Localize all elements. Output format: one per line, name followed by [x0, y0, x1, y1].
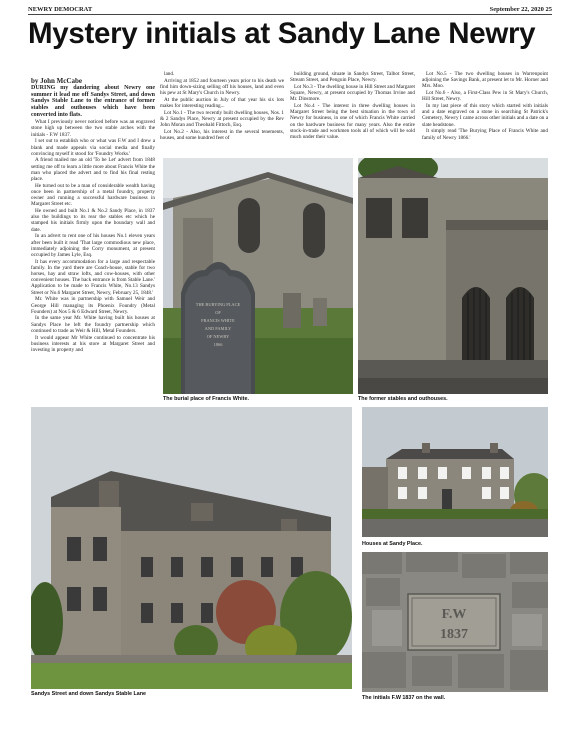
col1-paragraph: In the same year Mr. White having built his houses at Sandys Place he left the foundry partnership which continued to trade as Weir & Hill, Metal Founders.	[31, 315, 155, 334]
col3-paragraph: Lot No.4 - The interest in three dwelling houses in Margaret Street being the best situation in the town of Newry for business, in one of which Francis White carried on the hardware business for many years. Also the entire stock-in-trade and workmen tools all of which will be sold much under their value.	[290, 103, 415, 141]
col1-paragraph: He owned and built No.1 & No.2 Sandy Place, in 1837 also the buildings to its rear the stables etc which he stamped his initials firmly upon the boundary wall and date.	[31, 208, 155, 233]
svg-text:1837: 1837	[440, 627, 468, 642]
svg-text:AND FAMILY: AND FAMILY	[204, 326, 232, 331]
caption-houses: Houses at Sandy Place.	[362, 541, 423, 547]
photo-houses-sandy-place	[362, 407, 548, 537]
photo-initials-stone	[362, 552, 548, 692]
col1-paragraph: What I previously never noticed before was an engraved stone high up between the two stable arches with the initials - F.W 1837.	[31, 119, 155, 138]
svg-text:1866: 1866	[213, 342, 223, 347]
caption-street: Sandys Street and down Sandys Stable Lane	[31, 691, 147, 697]
col4-paragraph: In my last piece of this story which started with initials and a date engraved on a stone in searching St Patrick's Cemetery, Newry I came across other initials and a date on a slate headstone.	[422, 103, 548, 128]
col2-paragraph: Arriving at 1852 and fourteen years prior to his death we find him down-sizing selling off his houses, land and even his pew at St Mary's Church in Newry.	[160, 77, 284, 97]
col4-paragraph: It simply read 'The Burying Place of Francis White and family of Newry 1866.'	[422, 128, 548, 141]
lead-paragraph: DURING my dandering about Newry one summer it lead me off Sandys Street, and down Sandys Stable Lane to the entrance of former stables and outhouses which have been converted into flats.	[31, 84, 155, 118]
col1-paragraph: Mr. White was in partnership with Samuel Weir and George Hill managing its Phoenix Foundry (Metal Founders) at Nos 5 & 6 Edward Street, Newry.	[31, 296, 155, 315]
article-column-3	[290, 71, 415, 158]
svg-text:THE BURYING PLACE: THE BURYING PLACE	[195, 302, 241, 307]
photo-sandys-street	[31, 407, 352, 689]
headline: Mystery initials at Sandy Lane Newry	[28, 17, 536, 50]
byline: by John McCabe	[31, 77, 82, 85]
masthead	[28, 4, 552, 15]
col4-paragraph: Lot No.5 - The two dwelling houses in Warrenpoint adjoining the Savings Bank, at present let to Mr. Horner and Mrs. Moo.	[422, 71, 548, 90]
caption-burial: The burial place of Francis White.	[163, 396, 249, 402]
col1-paragraph: It would appear Mr White continued to concentrate his business interests at his store at Margaret Street and investing in property and	[31, 334, 155, 353]
svg-text:F.W: F.W	[441, 607, 467, 622]
col1-paragraph: A friend mailed me an old 'To be Let' advert from 1848 setting me off to learn a little more about Francis White the man who placed the advert and to find his final resting place.	[31, 157, 155, 183]
photo-burial-place	[163, 158, 353, 394]
caption-initials: The initials F.W 1837 on the wall.	[362, 695, 446, 701]
col2-paragraph: land.	[164, 71, 175, 77]
col1-paragraph: He turned out to be a man of considerable wealth having once been in partnership of a metal foundry, property owner and running a successful hardware business in Margaret Street etc.	[31, 182, 155, 208]
svg-text:OF NEWRY: OF NEWRY	[206, 334, 230, 339]
caption-stables: The former stables and outhouses.	[358, 396, 448, 402]
col2-paragraph: Lot No.1 - The two recently built dwelling houses, Nos. 1 & 2 Sandys Place, Newry at present occupied by the Rev John Moran and Theobald Fittoch, Esq.	[160, 109, 284, 129]
col2-paragraph: Lot No.2 - Also, his interest in the several tenements, houses, and some hundred feet of	[160, 128, 284, 142]
photo-former-stables	[358, 158, 548, 394]
svg-text:FRANCIS WHITE: FRANCIS WHITE	[201, 318, 235, 323]
col3-paragraph: Lot No.3 - The dwelling house in Hill Street and Margaret Square, Newry, at present occupied by Thomas Irvine and Mr. Dinsmore.	[290, 83, 415, 103]
svg-text:OF: OF	[215, 310, 221, 315]
col1-paragraph: It has every accommodation for a large and respectable family. In the yard there are Coach-house, stable for two horses, hay and straw lofts, and cow-houses, with other convenient houses. The back entrance is from Stable Lane.' Application to be made to Francis White, No.13 Sandys Street or No.6 Margaret Street, Newry, February 25, 1848.'	[31, 258, 155, 296]
paper-name: NEWRY DEMOCRAT	[28, 6, 93, 13]
article-column-1	[31, 78, 155, 378]
article-column-4	[422, 71, 548, 158]
col1-paragraph: I set out to establish who or what was F.W and I drew a blank and made appeals via social media and finally convincing myself it stood for 'Foundry Works.'	[31, 138, 155, 157]
col1-paragraph: In an advert to rent one of his houses No.1 eleven years after been built it read 'That large commodious new place, immediately adjoining the Corry monument, at present occupied by James Lyle, Esq.	[31, 233, 155, 258]
date-page: September 22, 2020 25	[489, 6, 552, 13]
col2-paragraph: At the public auction in July of that year his six lots makes for interesting reading...	[160, 96, 284, 110]
col3-paragraph: building ground, situate in Sandys Street, Talbot Street, Stream Street, and Penguin Place, Newry.	[290, 71, 415, 84]
col4-paragraph: Lot No.6 - Also, a First-Class Pew in St Mary's Church, Hill Street, Newry.	[422, 90, 548, 103]
article-column-2	[160, 71, 284, 158]
